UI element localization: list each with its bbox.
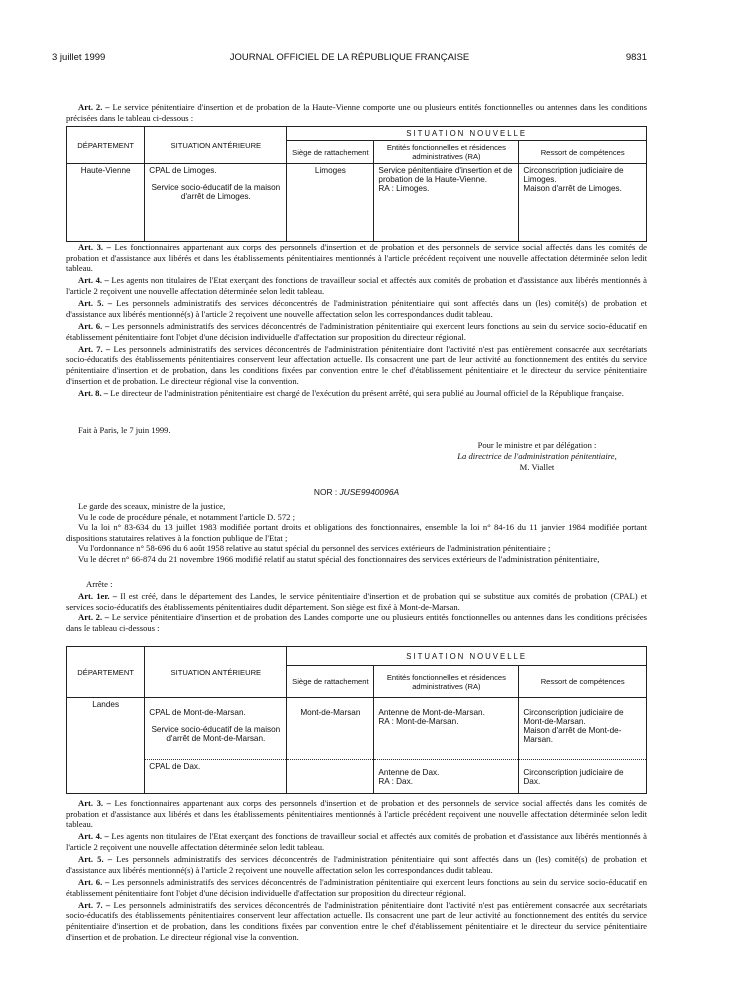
article-5: Art. 5. – Les personnels administratifs des services déconcentrés de l'administration pénitentiaire qui sont affectés dans un (les) comité(s) de probation et d'assistance aux libérés mentionné(s) à l'article 2 reçoivent une nouvelle affectation selon les correspondances dudit tableau. <box>66 298 647 319</box>
signature-block: Pour le ministre et par délégation : La directrice de l'administration pénitentiaire, M. Viallet <box>457 440 617 473</box>
col-departement: DÉPARTEMENT <box>67 127 145 164</box>
intro-article-2-haute-vienne <box>66 102 647 123</box>
arrete: Arrête : <box>86 579 113 589</box>
cell-ressort: Circonscription judiciaire de Limoges. Maison d'arrêt de Limoges. <box>519 164 647 242</box>
cell-siege: Mont-de-Marsan <box>287 698 374 760</box>
article-text: Le service pénitentiaire d'insertion et de probation de la Haute-Vienne comporte une ou plusieurs entités fonctionnelles ou antennes dans les conditions précisées dans le tableau ci-dessous : <box>66 102 647 123</box>
page-header <box>52 52 647 68</box>
col-situation-anterieure: SITUATION ANTÉRIEURE <box>145 127 287 164</box>
col-situation-nouvelle: SITUATION NOUVELLE <box>287 647 647 666</box>
header-date: 3 juillet 1999 <box>52 52 106 63</box>
article-6: Art. 6. – Les personnels administratifs des services déconcentrés de l'administration pénitentiaire qui exercent leurs fonctions au sein du service socio-éducatif en établissement pénitentiaire font l'objet d'une décision individuelle d'affectation sur proposition du directeur régional. <box>66 876 647 898</box>
cell-ressort-dax: Circonscription judiciaire de Dax. <box>519 760 647 794</box>
cell-entites: Antenne de Mont-de-Marsan. RA : Mont-de-Marsan. <box>374 698 519 760</box>
cell-departement: Haute-Vienne <box>67 164 145 242</box>
article-6: Art. 6. – Les personnels administratifs des services déconcentrés de l'administration pénitentiaire qui exercent leurs fonctions au sein du service socio-éducatif en établissement pénitentiaire font l'objet d'une décision individuelle d'affectation sur proposition du directeur régional. <box>66 320 647 342</box>
header-journal-title: JOURNAL OFFICIEL DE LA RÉPUBLIQUE FRANÇAISE <box>229 52 470 63</box>
cell-anterieure-dax: CPAL de Dax. <box>145 760 287 794</box>
articles-haute-vienne <box>66 242 647 400</box>
visas: Le garde des sceaux, ministre de la justice, Vu le code de procédure pénale, et notamment l'article D. 572 ; Vu la loi n° 83-634 du 13 juillet 1983 modifiée portant droits et obligations des fonctionnaires, ensemble la loi n° 84-16 du 11 janvier 1984 modifiée portant dispositions statutaires relatives à la fonction publique de l'Etat ; Vu l'ordonnance n° 58-696 du 6 août 1958 relative au statut spécial du personnel des services extérieurs de l'administration pénitentiaire ; Vu le décret n° 66-874 du 21 novembre 1966 modifié relatif au statut spécial des fonctionnaires des services extérieurs de l'administration pénitentiaire, <box>66 501 647 564</box>
articles-landes-intro <box>66 591 647 633</box>
col-departement: DÉPARTEMENT <box>67 647 145 698</box>
col-situation-anterieure: SITUATION ANTÉRIEURE <box>145 647 287 698</box>
col-ressort: Ressort de compétences <box>519 141 647 164</box>
article-5: Art. 5. – Les personnels administratifs des services déconcentrés de l'administration pénitentiaire qui sont affectés dans un (les) comité(s) de probation et d'assistance aux libérés mentionné(s) à l'article 2 reçoivent une nouvelle affectation selon les correspondances dudit tableau. <box>66 854 647 875</box>
article-4: Art. 4. – Les agents non titulaires de l'Etat exerçant des fonctions de travailleur social et affectés aux comités de probation et d'assistance aux libérés mentionnés à l'article 2 reçoivent une nouvelle affectation déterminée selon ledit tableau. <box>66 275 647 296</box>
nor-reference: NOR : JUSE9940096A <box>313 487 400 497</box>
article-8: Art. 8. – Le directeur de l'administration pénitentiaire est chargé de l'exécution du présent arrêté, qui sera publié au Journal officiel de la République française. <box>78 387 624 398</box>
cell-departement: Landes <box>67 698 145 760</box>
article-3: Art. 3. – Les fonctionnaires appartenant aux corps des personnels d'insertion et de probation et des personnels de service social affectés dans les comités de probation et d'assistance aux libérés et dans les établissements pénitentiaires mentionnés à l'article précédent reçoivent une nouvelle affectation déterminée selon ledit tableau. <box>66 242 647 274</box>
article-2: Art. 2. – Le service pénitentiaire d'insertion et de probation des Landes comporte une ou plusieurs entités fonctionnelles ou antennes dans les conditions précisées dans le tableau ci-dessous : <box>66 612 647 633</box>
table-haute-vienne <box>66 126 647 242</box>
article-7: Art. 7. – Les personnels administratifs des services déconcentrés de l'administration pénitentiaire dont l'activité n'est pas entièrement consacrée aux secrétariats socio-éducatifs des établissements pénitentiaires conservent leur affectation actuelle. Ils consacrent une part de leur activité au fonctionnement des entités du service pénitentiaire d'insertion et de probation, dans les conditions fixées par convention entre le chef d'établissement pénitentiaire et le directeur du service pénitentiaire d'insertion et de probation. Le directeur régional vise la convention. <box>66 899 647 942</box>
cell-entites: Service pénitentiaire d'insertion et de probation de la Haute-Vienne. RA : Limoges. <box>374 164 519 242</box>
table-landes <box>66 646 647 794</box>
fait-a-paris: Fait à Paris, le 7 juin 1999. <box>78 425 171 435</box>
cell-ressort: Circonscription judiciaire de Mont-de-Marsan. Maison d'arrêt de Mont-de-Marsan. <box>519 698 647 760</box>
cell-siege: Limoges <box>287 164 374 242</box>
col-siege: Siège de rattachement <box>287 666 374 698</box>
cell-entites-dax: Antenne de Dax. RA : Dax. <box>374 760 519 794</box>
col-siege: Siège de rattachement <box>287 141 374 164</box>
articles-landes <box>66 798 647 944</box>
article-4: Art. 4. – Les agents non titulaires de l'Etat exerçant des fonctions de travailleur social et affectés aux comités de probation et d'assistance aux libérés mentionnés à l'article 2 reçoivent une nouvelle affectation déterminée selon ledit tableau. <box>66 831 647 852</box>
article-1er: Art. 1er. – Il est créé, dans le département des Landes, le service pénitentiaire d'insertion et de probation qui se substitue aux comités de probation (CPAL) et services socio-éducatifs des établissements pénitentiaires dudit département. Son siège est fixé à Mont-de-Marsan. <box>66 591 647 612</box>
col-entites: Entités fonctionnelles et résidences administratives (RA) <box>374 666 519 698</box>
article-3: Art. 3. – Les fonctionnaires appartenant aux corps des personnels d'insertion et de probation et des personnels de service social affectés dans les comités de probation et d'assistance aux libérés et dans les établissements pénitentiaires mentionnés à l'article précédent reçoivent une nouvelle affectation déterminée selon ledit tableau. <box>66 798 647 830</box>
cell-anterieure: CPAL de Mont-de-Marsan. Service socio-éducatif de la maison d'arrêt de Mont-de-Marsan. <box>145 698 287 760</box>
col-ressort: Ressort de compétences <box>519 666 647 698</box>
article-label: Art. 2. – <box>78 102 110 112</box>
article-7: Art. 7. – Les personnels administratifs des services déconcentrés de l'administration pénitentiaire dont l'activité n'est pas entièrement consacrée aux secrétariats socio-éducatifs des établissements pénitentiaires conservent leur affectation actuelle. Ils consacrent une part de leur activité au fonctionnement des entités du service pénitentiaire d'insertion et de probation, dans les conditions fixées par convention entre le chef d'établissement pénitentiaire et le directeur du service pénitentiaire d'insertion et de probation. Le directeur régional vise la convention. <box>66 343 647 386</box>
col-entites: Entités fonctionnelles et résidences administratives (RA) <box>374 141 519 164</box>
header-page-number: 9831 <box>625 52 647 63</box>
col-situation-nouvelle: SITUATION NOUVELLE <box>287 127 647 141</box>
cell-anterieure: CPAL de Limoges. Service socio-éducatif de la maison d'arrêt de Limoges. <box>145 164 287 242</box>
